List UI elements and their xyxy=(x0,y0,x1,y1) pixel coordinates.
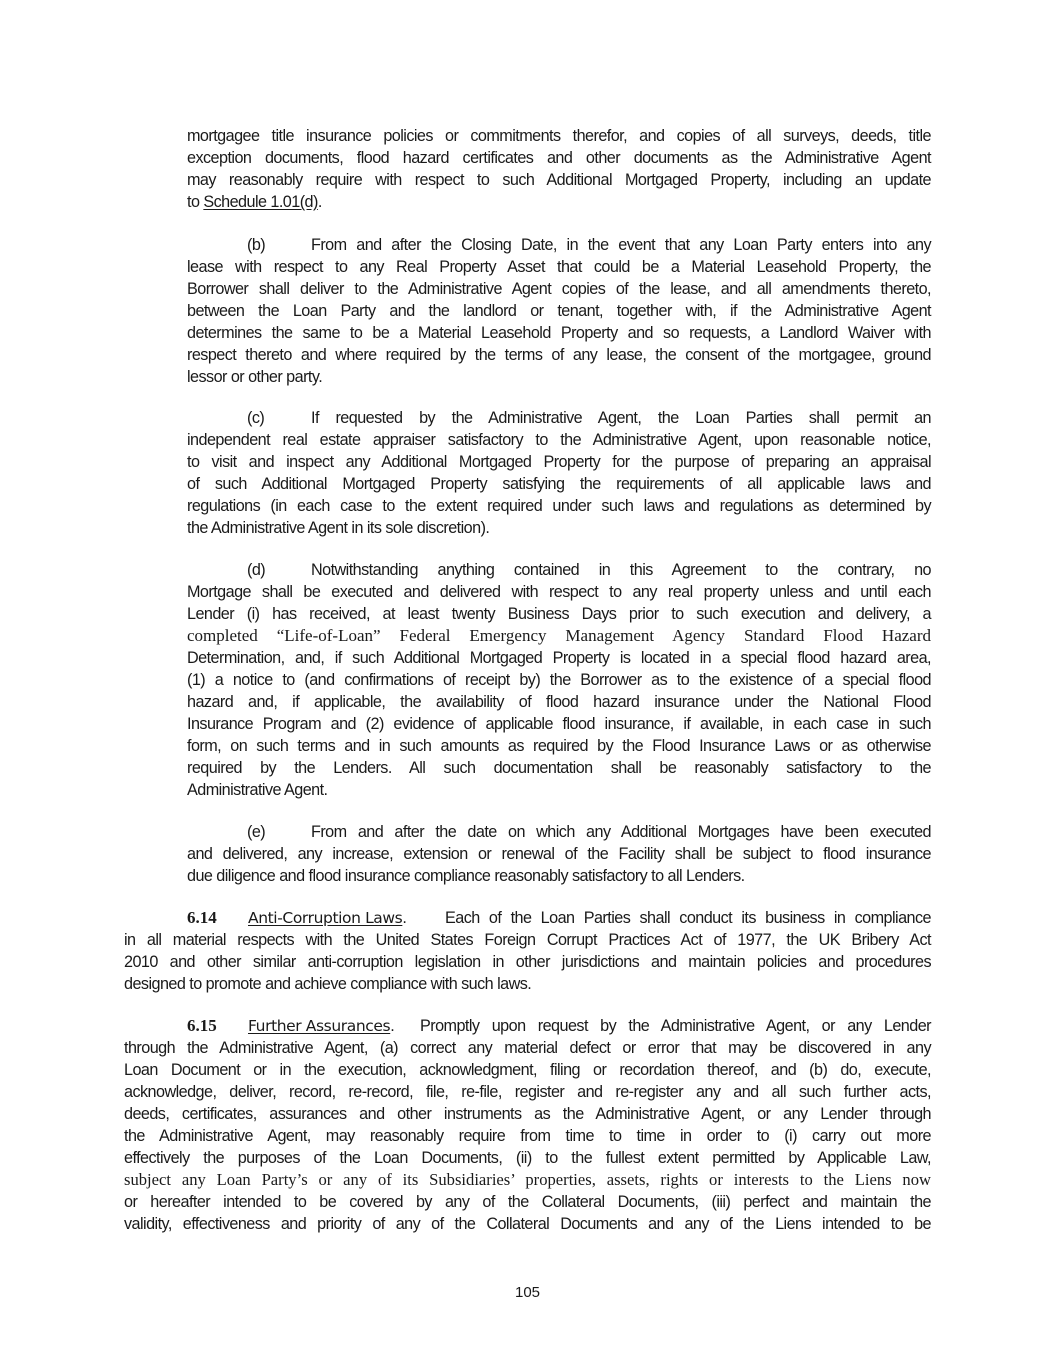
text-line: Each of the Loan Parties shall conduct its business in compliance xyxy=(445,909,931,927)
text-line: Mortgage shall be executed and delivered with respect to any real property unless and until each xyxy=(187,583,931,601)
clause-label: (e) xyxy=(247,823,266,841)
section-heading xyxy=(248,1015,394,1037)
text-fragment: . xyxy=(390,1017,395,1035)
text-line: subject any Loan Party’s or any of its Subsidiaries’ properties, assets, rights or interests to the Liens now xyxy=(124,1170,931,1189)
text-line: (1) a notice to (and confirmations of receipt by) the Borrower as to the existence of a special flood xyxy=(187,671,931,689)
text-line: lessor or other party. xyxy=(187,368,323,386)
text-line: or hereafter intended to be covered by any of the Collateral Documents, (iii) perfect and maintain the xyxy=(124,1193,931,1211)
text-line: Notwithstanding anything contained in this Agreement to the contrary, no xyxy=(311,561,931,579)
text-line: respect thereto and where required by the terms of any lease, the consent of the mortgagee, ground xyxy=(187,346,931,364)
section-number-text: 6.15 xyxy=(187,1016,217,1035)
text-line xyxy=(187,191,322,213)
text-line: completed “Life-of-Loan” Federal Emergency Management Agency Standard Flood Hazard xyxy=(187,626,931,645)
schedule-reference-link[interactable]: Schedule 1.01(d) xyxy=(203,193,318,211)
text-line: Borrower shall deliver to the Administrative Agent copies of the lease, and all amendments thereto, xyxy=(187,280,931,298)
text-line: may reasonably require with respect to such Additional Mortgaged Property, including an update xyxy=(187,171,931,189)
section-heading-text: Further Assurances xyxy=(248,1017,391,1035)
text-line: From and after the date on which any Additional Mortgages have been executed xyxy=(311,823,931,841)
text-line: and delivered, any increase, extension or renewal of the Facility shall be subject to flood insurance xyxy=(187,845,931,863)
text-line: 2010 and other similar anti-corruption legislation in other jurisdictions and maintain policies and procedures xyxy=(124,953,931,971)
text-fragment: . xyxy=(317,193,322,211)
clause-label: (c) xyxy=(247,409,265,427)
text-line: Determination, and, if such Additional Mortgaged Property is located in a special flood hazard area, xyxy=(187,649,931,667)
text-line: independent real estate appraiser satisfactory to the Administrative Agent, upon reasonable notice, xyxy=(187,431,931,449)
text-line: regulations (in each case to the extent required under such laws and regulations as determined by xyxy=(187,497,931,515)
text-line: Loan Document or in the execution, acknowledgment, filing or recordation thereof, and (b) do, execute, xyxy=(124,1061,931,1079)
section-number xyxy=(187,1015,217,1037)
text-line: effectively the purposes of the Loan Documents, (ii) to the fullest extent permitted by Applicable Law, xyxy=(124,1149,931,1167)
text-line: From and after the Closing Date, in the event that any Loan Party enters into any xyxy=(311,236,931,254)
text-fragment: to xyxy=(187,193,204,211)
text-line: acknowledge, deliver, record, re-record, file, re-file, register and re-register any and all such further acts, xyxy=(124,1083,931,1101)
text-line: in all material respects with the United States Foreign Corrupt Practices Act of 1977, the UK Bribery Act xyxy=(124,931,931,949)
section-heading-text: Anti-Corruption Laws xyxy=(248,909,403,927)
section-heading xyxy=(248,907,406,929)
text-line: through the Administrative Agent, (a) correct any material defect or error that may be discovered in any xyxy=(124,1039,931,1057)
section-number-text: 6.14 xyxy=(187,908,217,927)
text-line: of such Additional Mortgaged Property satisfying the requirements of all applicable laws and xyxy=(187,475,931,493)
page-number: 105 xyxy=(514,1284,541,1301)
text-line: mortgagee title insurance policies or commitments therefor, and copies of all surveys, deeds, title xyxy=(187,127,931,145)
text-line: the Administrative Agent, may reasonably require from time to time in order to (i) carry out more xyxy=(124,1127,931,1145)
text-line: Administrative Agent. xyxy=(187,781,328,799)
text-line: due diligence and flood insurance compliance reasonably satisfactory to all Lenders. xyxy=(187,867,745,885)
text-fragment: . xyxy=(402,909,407,927)
text-line: determines the same to be a Material Leasehold Property and so requests, a Landlord Waiver with xyxy=(187,324,931,342)
text-line: If requested by the Administrative Agent, the Loan Parties shall permit an xyxy=(311,409,931,427)
text-line: Lender (i) has received, at least twenty Business Days prior to such execution and delivery, a xyxy=(187,605,931,623)
text-line: required by the Lenders. All such documentation shall be reasonably satisfactory to the xyxy=(187,759,931,777)
text-line: to visit and inspect any Additional Mortgaged Property for the purpose of preparing an appraisal xyxy=(187,453,931,471)
clause-label: (b) xyxy=(247,236,266,254)
text-line: exception documents, flood hazard certificates and other documents as the Administrative Agent xyxy=(187,149,931,167)
section-number xyxy=(187,907,217,929)
text-line: lease with respect to any Real Property Asset that could be a Material Leasehold Property, the xyxy=(187,258,931,276)
text-line: designed to promote and achieve compliance with such laws. xyxy=(124,975,532,993)
text-line: form, on such terms and in such amounts as required by the Flood Insurance Laws or as otherwise xyxy=(187,737,931,755)
text-line: Insurance Program and (2) evidence of applicable flood insurance, if available, in each case in such xyxy=(187,715,931,733)
text-line: between the Loan Party and the landlord or tenant, together with, if the Administrative Agent xyxy=(187,302,931,320)
text-line: deeds, certificates, assurances and other instruments as the Administrative Agent, or any Lender through xyxy=(124,1105,931,1123)
text-line: Promptly upon request by the Administrative Agent, or any Lender xyxy=(420,1017,931,1035)
text-line: hazard and, if applicable, the availability of flood hazard insurance under the National Flood xyxy=(187,693,931,711)
clause-label: (d) xyxy=(247,561,266,579)
text-line: the Administrative Agent in its sole discretion). xyxy=(187,519,490,537)
text-line: validity, effectiveness and priority of any of the Collateral Documents and any of the Liens intended to be xyxy=(124,1215,931,1233)
